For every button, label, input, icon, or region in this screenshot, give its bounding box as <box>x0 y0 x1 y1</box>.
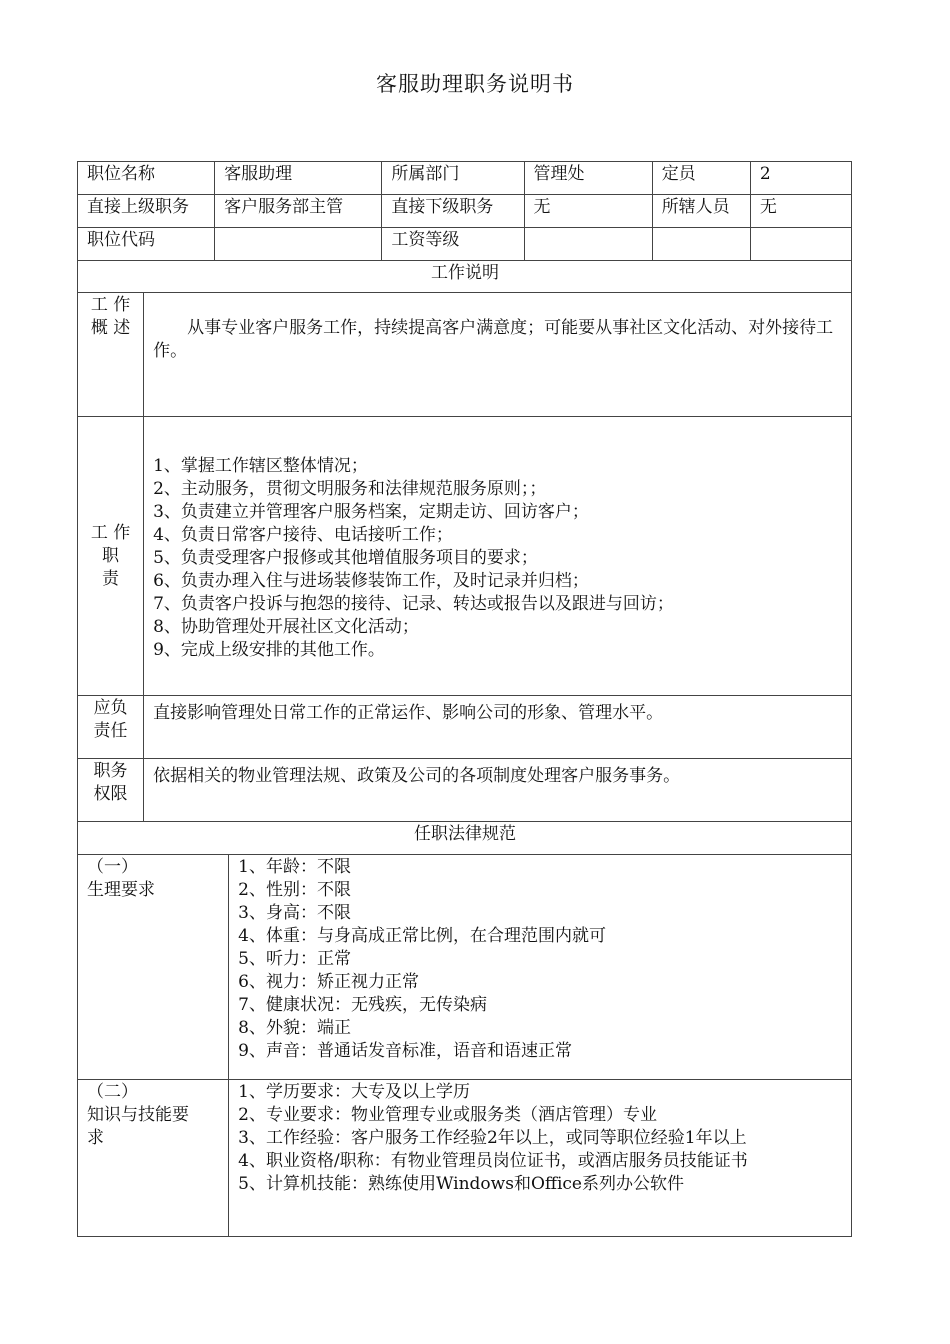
job-description-table <box>77 161 852 1237</box>
overview-label <box>78 293 144 417</box>
cell-empty-2 <box>750 228 851 261</box>
duty-item: 1、掌握工作辖区整体情况； <box>153 456 368 476</box>
overview-label-line-2: 概 述 <box>90 318 131 338</box>
cell-label-position-code: 职位代码 <box>78 228 215 261</box>
physical-label-line-1: （一） <box>87 857 138 877</box>
physical-item: 1、年龄：不限 <box>238 857 351 877</box>
skills-label <box>78 1080 229 1237</box>
cell-position-code <box>215 228 382 261</box>
physical-row <box>78 855 852 1080</box>
cell-headcount: 2 <box>750 162 851 195</box>
skills-item: 2、专业要求：物业管理专业或服务类（酒店管理）专业 <box>238 1105 657 1125</box>
qual-section-row <box>78 822 852 855</box>
responsibility-label-line-1: 应负 <box>93 698 128 718</box>
cell-label-subordinate: 直接下级职务 <box>382 195 524 228</box>
duties-label-line-3: 责 <box>102 569 120 589</box>
skills-label-line-3: 求 <box>87 1128 104 1148</box>
responsibility-row <box>78 696 852 759</box>
duty-item: 3、负责建立并管理客户服务档案，定期走访、回访客户； <box>153 502 589 522</box>
cell-staff: 无 <box>750 195 851 228</box>
skills-item: 1、学历要求：大专及以上学历 <box>238 1082 470 1102</box>
physical-item: 4、体重：与身高成正常比例，在合理范围内就可 <box>238 926 606 946</box>
authority-label-line-1: 职务 <box>93 761 128 781</box>
cell-label-department: 所属部门 <box>382 162 524 195</box>
duty-item: 4、负责日常客户接待、电话接听工作； <box>153 525 453 545</box>
skills-row <box>78 1080 852 1237</box>
physical-item: 7、健康状况：无残疾，无传染病 <box>238 995 487 1015</box>
physical-content <box>229 855 852 1080</box>
overview-label-line-1: 工 作 <box>90 295 131 315</box>
page-title: 客服助理职务说明书 <box>376 72 574 96</box>
responsibility-label-line-2: 责任 <box>93 721 128 741</box>
cell-department: 管理处 <box>524 162 652 195</box>
overview-text: 从事专业客户服务工作，持续提高客户满意度；可能要从事社区文化活动、对外接待工作。 <box>153 318 834 361</box>
header-row-1 <box>78 162 852 195</box>
work-section-row <box>78 261 852 293</box>
duties-content <box>144 417 852 696</box>
header-row-2 <box>78 195 852 228</box>
duty-item: 7、负责客户投诉与抱怨的接待、记录、转达或报告以及跟进与回访； <box>153 594 674 614</box>
cell-label-position-name: 职位名称 <box>78 162 215 195</box>
header-row-3 <box>78 228 852 261</box>
skills-label-line-1: （二） <box>87 1082 138 1102</box>
cell-label-superior: 直接上级职务 <box>78 195 215 228</box>
duty-item: 8、协助管理处开展社区文化活动； <box>153 617 419 637</box>
duty-item: 5、负责受理客户报修或其他增值服务项目的要求； <box>153 548 538 568</box>
authority-row <box>78 759 852 822</box>
cell-label-salary-grade: 工资等级 <box>382 228 524 261</box>
cell-salary-grade <box>524 228 652 261</box>
duties-label-line-1: 工 作 <box>90 523 131 543</box>
qual-section-title: 任职法律规范 <box>78 822 852 855</box>
duties-row <box>78 417 852 696</box>
duty-item: 6、负责办理入住与进场装修装饰工作，及时记录并归档； <box>153 571 589 591</box>
cell-label-staff: 所辖人员 <box>652 195 750 228</box>
overview-content <box>144 293 852 417</box>
skills-item: 3、工作经验：客户服务工作经验2年以上，或同等职位经验1年以上 <box>238 1128 747 1148</box>
overview-row <box>78 293 852 417</box>
physical-item: 6、视力：矫正视力正常 <box>238 972 419 992</box>
responsibility-label <box>78 696 144 759</box>
skills-content <box>229 1080 852 1237</box>
duty-item: 2、主动服务，贯彻文明服务和法律规范服务原则；； <box>153 479 547 499</box>
cell-empty-1 <box>652 228 750 261</box>
physical-item: 9、声音：普通话发音标准，语音和语速正常 <box>238 1041 572 1061</box>
physical-item: 8、外貌：端正 <box>238 1018 351 1038</box>
skills-label-line-2: 知识与技能要 <box>87 1105 189 1125</box>
duties-label <box>78 417 144 696</box>
physical-label <box>78 855 229 1080</box>
duty-item: 9、完成上级安排的其他工作。 <box>153 640 385 660</box>
physical-item: 2、性别：不限 <box>238 880 351 900</box>
physical-item: 3、身高：不限 <box>238 903 351 923</box>
skills-item: 5、计算机技能：熟练使用Windows和Office系列办公软件 <box>238 1174 684 1194</box>
work-section-title: 工作说明 <box>78 261 852 293</box>
duties-label-line-2: 职 <box>102 546 120 566</box>
responsibility-content: 直接影响管理处日常工作的正常运作、影响公司的形象、管理水平。 <box>144 696 852 759</box>
authority-label-line-2: 权限 <box>93 784 128 804</box>
skills-item: 4、职业资格/职称：有物业管理员岗位证书，或酒店服务员技能证书 <box>238 1151 748 1171</box>
authority-label <box>78 759 144 822</box>
cell-position-name: 客服助理 <box>215 162 382 195</box>
cell-subordinate: 无 <box>524 195 652 228</box>
authority-content: 依据相关的物业管理法规、政策及公司的各项制度处理客户服务事务。 <box>144 759 852 822</box>
physical-item: 5、听力：正常 <box>238 949 351 969</box>
physical-label-line-2: 生理要求 <box>87 880 155 900</box>
cell-label-headcount: 定员 <box>652 162 750 195</box>
cell-superior: 客户服务部主管 <box>215 195 382 228</box>
